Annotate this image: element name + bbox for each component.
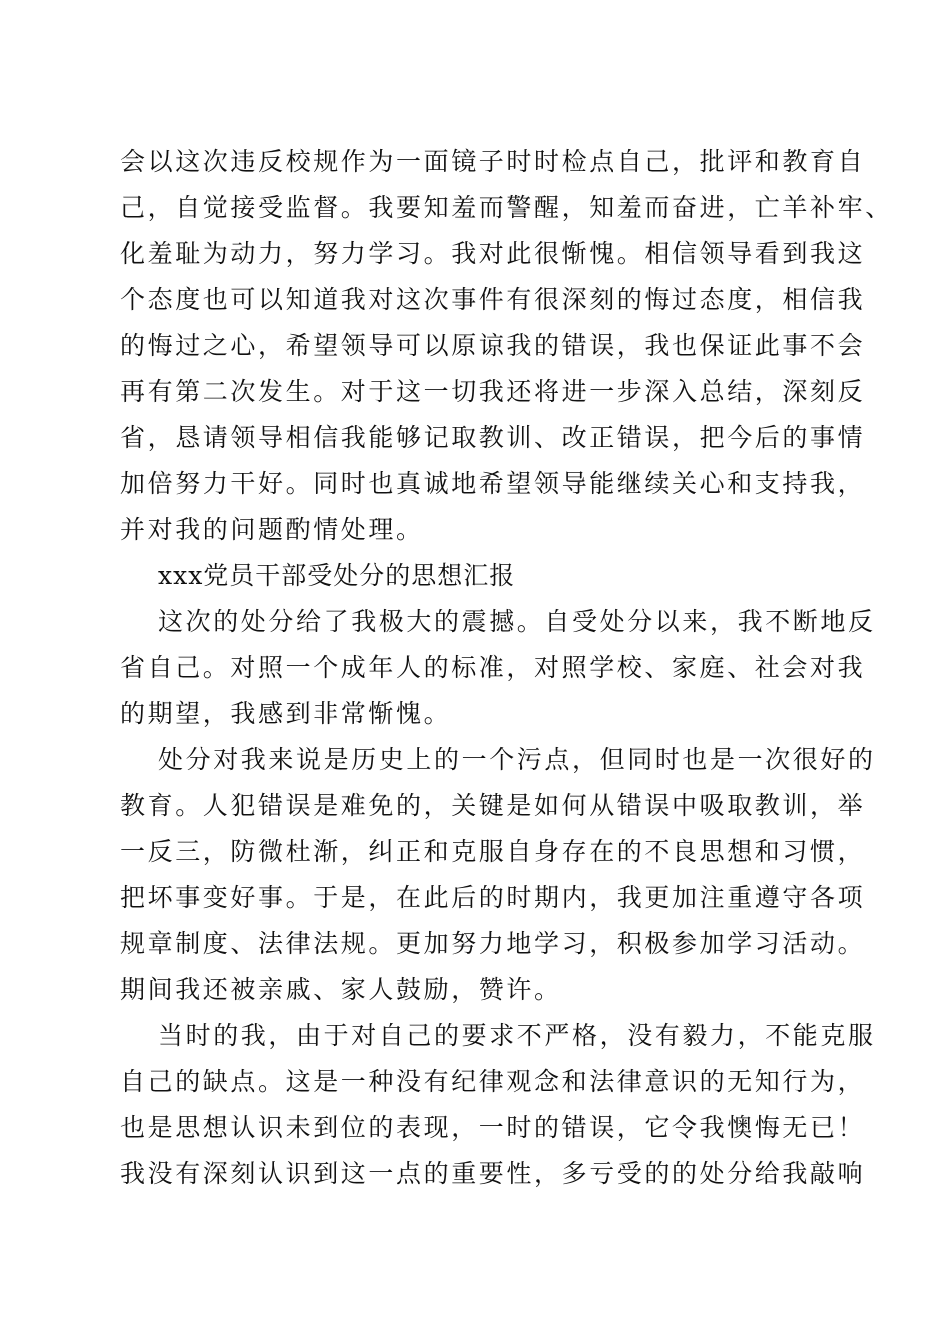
paragraph-line: 再有第二次发生。对于这一切我还将进一步深入总结，深刻反 bbox=[120, 377, 866, 406]
paragraph-line: 自己的缺点。这是一种没有纪律观念和法律意识的无知行为， bbox=[120, 1067, 866, 1096]
paragraph-line: 这次的处分给了我极大的震撼。自受处分以来，我不断地反 bbox=[158, 607, 876, 636]
paragraph-line: 并对我的问题酌情处理。 bbox=[120, 515, 424, 544]
paragraph-line: 会以这次违反校规作为一面镜子时时检点自己，批评和教育自 bbox=[120, 147, 866, 176]
paragraph-line: 个态度也可以知道我对这次事件有很深刻的悔过态度，相信我 bbox=[120, 285, 866, 314]
paragraph-line: 的期望，我感到非常惭愧。 bbox=[120, 699, 452, 728]
paragraph-line: 期间我还被亲戚、家人鼓励，赞许。 bbox=[120, 975, 562, 1004]
paragraph-line: 也是思想认识未到位的表现，一时的错误，它令我懊悔无已！ bbox=[120, 1113, 866, 1142]
paragraph-line: 规章制度、法律法规。更加努力地学习，积极参加学习活动。 bbox=[120, 929, 866, 958]
paragraph-line: 己，自觉接受监督。我要知羞而警醒，知羞而奋进，亡羊补牢、 bbox=[120, 193, 893, 222]
paragraph-line: 我没有深刻认识到这一点的重要性，多亏受的的处分给我敲响 bbox=[120, 1159, 866, 1188]
paragraph-line: 当时的我，由于对自己的要求不严格，没有毅力，不能克服 bbox=[158, 1021, 876, 1050]
paragraph-line: 省，恳请领导相信我能够记取教训、改正错误，把今后的事情 bbox=[120, 423, 866, 452]
paragraph-line: 把坏事变好事。于是，在此后的时期内，我更加注重遵守各项 bbox=[120, 883, 866, 912]
paragraph-line: 加倍努力干好。同时也真诚地希望领导能继续关心和支持我， bbox=[120, 469, 866, 498]
paragraph-line: 的悔过之心，希望领导可以原谅我的错误，我也保证此事不会 bbox=[120, 331, 866, 360]
paragraph-line: 一反三，防微杜渐，纠正和克服自身存在的不良思想和习惯， bbox=[120, 837, 866, 866]
paragraph-line: 化羞耻为动力，努力学习。我对此很惭愧。相信领导看到我这 bbox=[120, 239, 866, 268]
paragraph-line: 省自己。对照一个成年人的标准，对照学校、家庭、社会对我 bbox=[120, 653, 866, 682]
paragraph-line: 处分对我来说是历史上的一个污点，但同时也是一次很好的 bbox=[158, 745, 876, 774]
section-heading: xxx党员干部受处分的思想汇报 bbox=[158, 561, 516, 590]
paragraph-line: 教育。人犯错误是难免的，关键是如何从错误中吸取教训，举 bbox=[120, 791, 866, 820]
